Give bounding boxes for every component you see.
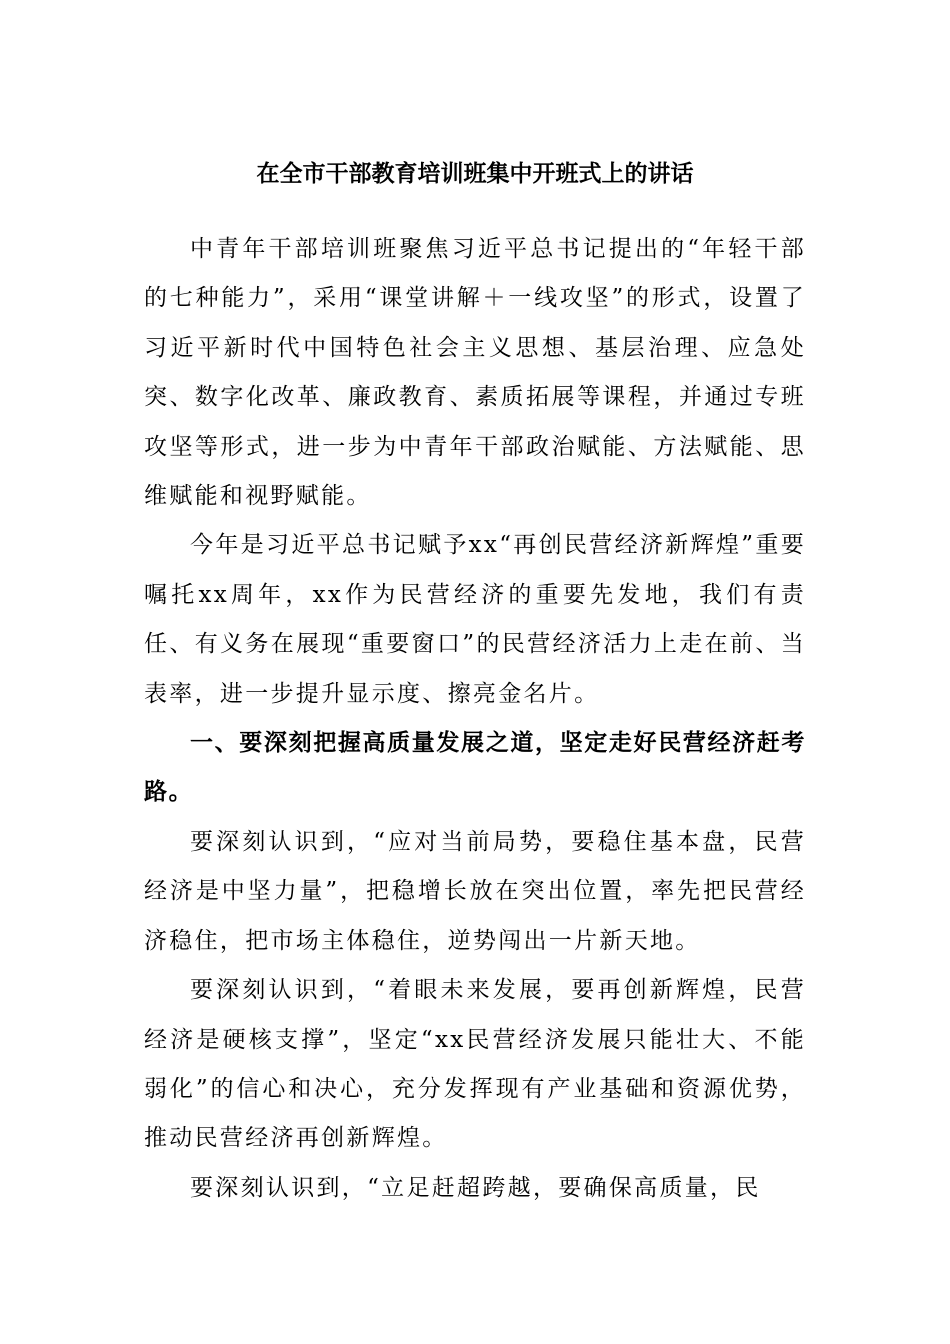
document-title: 在全市干部教育培训班集中开班式上的讲话 bbox=[256, 161, 694, 187]
body-paragraph: 中青年干部培训班聚焦习近平总书记提出的“年轻干部的七种能力”，采用“课堂讲解＋一线攻坚”的形式，设置了习近平新时代中国特色社会主义思想、基层治理、应急处突、数字化改革、廉政教育、素质拓展等课程，并通过专班攻坚等形式，进一步为中青年干部政治赋能、方法赋能、思维赋能和视野赋能。 bbox=[144, 236, 806, 510]
body-paragraph: 今年是习近平总书记赋予xx“再创民营经济新辉煌”重要嘱托xx周年，xx作为民营经济的重要先发地，我们有责任、有义务在展现“重要窗口”的民营经济活力上走在前、当表率，进一步提升显示度、擦亮金名片。 bbox=[144, 532, 806, 707]
body-paragraph: 要深刻认识到，“应对当前局势，要稳住基本盘，民营经济是中坚力量”，把稳增长放在突出位置，率先把民营经济稳住，把市场主体稳住，逆势闯出一片新天地。 bbox=[144, 828, 806, 954]
section-heading: 一、要深刻把握高质量发展之道，坚定走好民营经济赶考路。 bbox=[144, 730, 806, 806]
body-paragraph: 要深刻认识到，“着眼未来发展，要再创新辉煌，民营经济是硬核支撑”，坚定“xx民营经济发展只能壮大、不能弱化”的信心和决心，充分发挥现有产业基础和资源优势，推动民营经济再创新辉煌。 bbox=[144, 977, 806, 1152]
body-paragraph: 要深刻认识到，“立足赶超跨越，要确保高质量，民 bbox=[190, 1174, 761, 1201]
document-body bbox=[144, 225, 806, 1213]
